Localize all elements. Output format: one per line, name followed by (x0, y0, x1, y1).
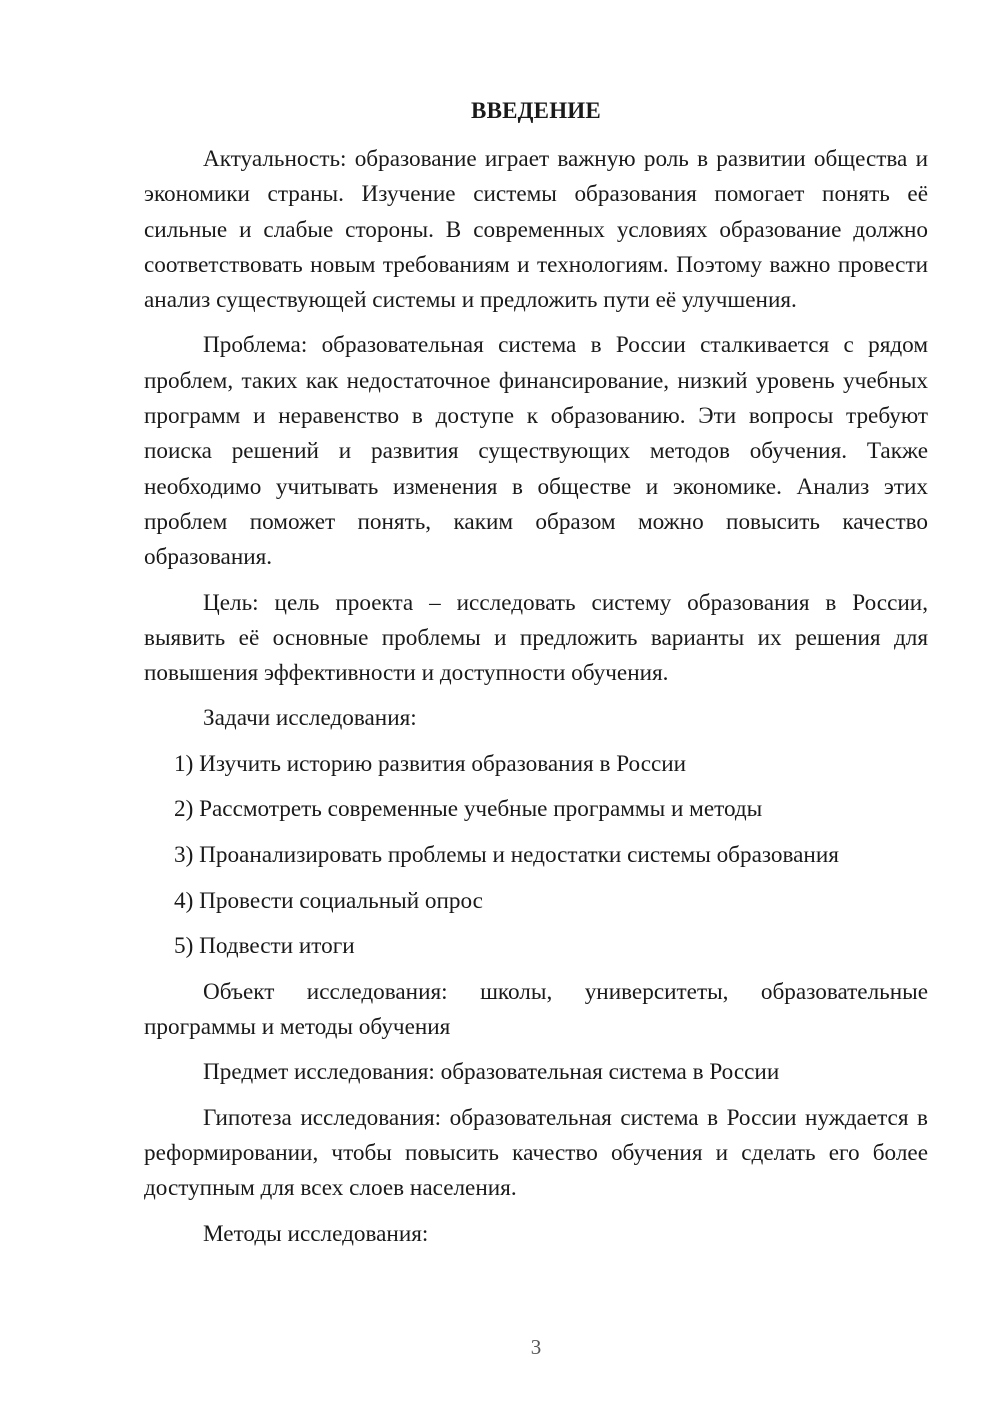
paragraph-hypothesis: Гипотеза исследования: образовательная система в России нуждается в реформировании, чтобы повысить качество обучения и сделать его более доступным для всех слоев населения. (144, 1104, 928, 1202)
paragraph-relevance: Актуальность: образование играет важную роль в развитии общества и экономики страны. Изучение системы образования помогает понять её сильные и слабые стороны. В современных условиях образование должно соответствовать новым требованиям и технологиям. Поэтому важно провести анализ существующей системы и предложить пути её улучшения. (144, 146, 928, 314)
paragraph-tasks-heading: Задачи исследования: (203, 705, 417, 732)
paragraph-goal: Цель: цель проекта – исследовать систему образования в России, выявить её основные проблемы и предложить варианты их решения для повышения эффективности и доступности обучения. (144, 589, 928, 687)
paragraph-subject: Предмет исследования: образовательная система в России (203, 1059, 780, 1086)
list-item: 2) Рассмотреть современные учебные программы и методы (174, 796, 763, 823)
page-number: 3 (530, 1335, 542, 1359)
paragraph-methods: Методы исследования: (203, 1220, 429, 1247)
paragraph-object: Объект исследования: школы, университеты, образовательные программы и методы обучения (144, 978, 928, 1041)
list-item: 1) Изучить историю развития образования в России (174, 750, 687, 777)
document-page (144, 0, 928, 1414)
tasks-list (144, 747, 928, 965)
page-title: ВВЕДЕНИЕ (471, 98, 601, 123)
document-body (144, 142, 928, 1252)
list-item: 5) Подвести итоги (174, 933, 355, 960)
paragraph-problem: Проблема: образовательная система в России сталкивается с рядом проблем, таких как недостаточное финансирование, низкий уровень учебных программ и неравенство в доступе к образованию. Эти вопросы требуют поиска решений и развития существующих методов обучения. Также необходимо учитывать изменения в обществе и экономике. Анализ этих проблем поможет понять, каким образом можно повысить качество образования. (144, 332, 928, 571)
list-item: 3) Проанализировать проблемы и недостатки системы образования (174, 841, 839, 868)
list-item: 4) Провести социальный опрос (174, 887, 483, 914)
